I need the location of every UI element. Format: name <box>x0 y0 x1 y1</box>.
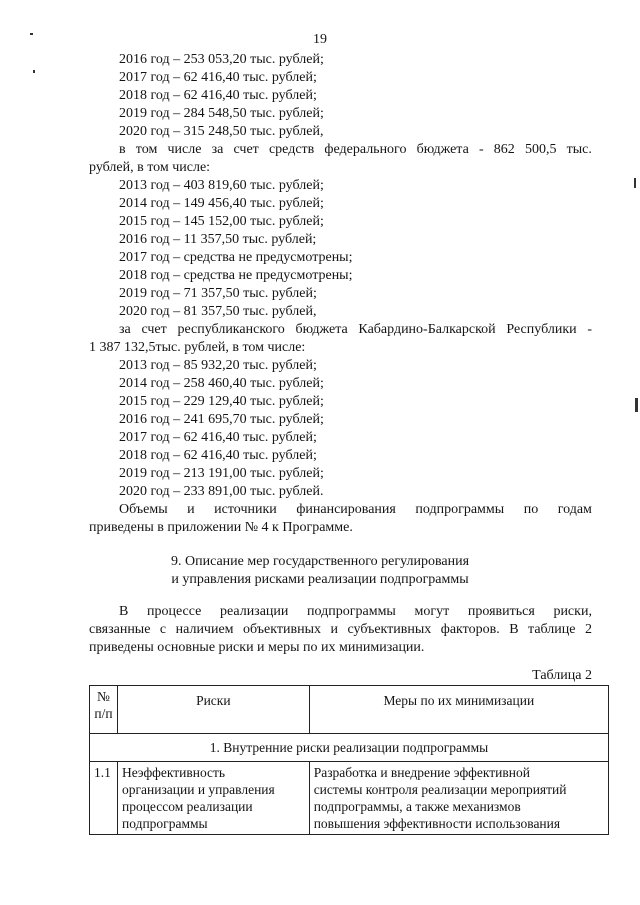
word: с <box>159 622 167 637</box>
word: средств <box>268 142 315 157</box>
word: федерального <box>324 142 407 157</box>
scan-speck <box>635 398 638 412</box>
word: источники <box>214 502 277 517</box>
word: подпрограммы <box>307 604 396 619</box>
funding-line: 2020 год – 81 357,50 тыс. рублей, <box>119 304 317 319</box>
volumes-cont: приведены в приложении № 4 к Программе. <box>89 520 353 535</box>
table-header-row <box>90 686 609 734</box>
word: том <box>135 142 158 157</box>
scan-speck <box>634 178 636 188</box>
funding-line: 2019 год – 284 548,50 тыс. рублей; <box>119 106 324 121</box>
header-risks-cell <box>117 686 309 734</box>
funding-line: 2017 год – 62 416,40 тыс. рублей; <box>119 430 317 445</box>
funding-line: 2020 год – 233 891,00 тыс. рублей. <box>119 484 324 499</box>
word: В <box>509 622 519 637</box>
word: связанные <box>89 622 151 637</box>
para-line2 <box>89 621 592 639</box>
table-caption: Таблица 2 <box>532 668 592 683</box>
word: Кабардино-Балкарской <box>358 322 496 337</box>
funding-line: 2019 год – 213 191,00 тыс. рублей; <box>119 466 324 481</box>
risk-table <box>89 685 609 835</box>
word: В <box>119 604 129 619</box>
section-row-cell <box>90 734 609 762</box>
section-row-label: 1. Внутренние риски реализации подпрограммы <box>209 740 489 755</box>
volumes-line <box>119 501 592 519</box>
funding-line: 2017 год – 62 416,40 тыс. рублей; <box>119 70 317 85</box>
funding-line: 2015 год – 229 129,40 тыс. рублей; <box>119 394 324 409</box>
para-line3: приведены основные риски и меры по их минимизации. <box>89 640 425 655</box>
federal-intro-cont: рублей, в том числе: <box>89 160 211 175</box>
header-measures-cell <box>309 686 608 734</box>
funding-line: 2015 год – 145 152,00 тыс. рублей; <box>119 214 324 229</box>
row-number-cell <box>90 762 118 835</box>
row-risk-cell <box>117 762 309 835</box>
para-line1 <box>119 603 592 621</box>
table-row <box>90 762 609 835</box>
word: могут <box>414 604 450 619</box>
row-measure-line: повышения эффективности использования <box>313 816 561 831</box>
word: по <box>523 502 539 517</box>
row-measure-line: Разработка и внедрение эффективной <box>313 765 530 780</box>
table-section-row <box>90 734 609 762</box>
funding-line: 2013 год – 85 932,20 тыс. рублей; <box>119 358 317 373</box>
header-measures: Меры по их минимизации <box>383 693 535 708</box>
row-measure-cell <box>309 762 608 835</box>
word: - <box>478 142 484 157</box>
row-number: 1.1 <box>94 765 111 780</box>
republic-intro-line <box>119 321 592 339</box>
word: таблице <box>528 622 576 637</box>
header-number-line1: № <box>97 689 110 704</box>
header-risks: Риски <box>196 693 231 708</box>
row-measure-line: подпрограммы, а также механизмов <box>313 799 521 814</box>
word: за <box>119 322 131 337</box>
word: 2 <box>584 622 592 637</box>
federal-intro-line <box>119 141 592 159</box>
funding-line: 2016 год – 11 357,50 тыс. рублей; <box>119 232 317 247</box>
word: реализации <box>219 604 289 619</box>
word: и <box>330 622 338 637</box>
word: Объемы <box>119 502 168 517</box>
row-measure-line: системы контроля реализации мероприятий <box>313 782 567 797</box>
header-number-line2: п/п <box>94 706 113 721</box>
row-risk-line: организации и управления <box>121 782 275 797</box>
funding-line: 2016 год – 253 053,20 тыс. рублей; <box>119 52 324 67</box>
funding-line: 2013 год – 403 819,60 тыс. рублей; <box>119 178 324 193</box>
word: Республики <box>506 322 577 337</box>
row-risk-line: подпрограммы <box>121 816 208 831</box>
funding-line: 2018 год – средства не предусмотрены; <box>119 268 353 283</box>
page-number: 19 <box>313 32 327 47</box>
funding-line: 2014 год – 258 460,40 тыс. рублей; <box>119 376 324 391</box>
word: счет <box>233 142 259 157</box>
word: подпрограммы <box>415 502 505 517</box>
word: бюджета <box>295 322 348 337</box>
word: за <box>211 142 224 157</box>
word: республиканского <box>177 322 285 337</box>
funding-line: 2014 год – 149 456,40 тыс. рублей; <box>119 196 324 211</box>
word: и <box>187 502 195 517</box>
funding-line: 2018 год – 62 416,40 тыс. рублей; <box>119 88 317 103</box>
funding-line: 2018 год – 62 416,40 тыс. рублей; <box>119 448 317 463</box>
word: бюджета <box>416 142 469 157</box>
republic-intro-cont: 1 387 132,5тыс. рублей, в том числе: <box>89 340 306 355</box>
section-heading-line2: и управления рисками реализации подпрограммы <box>171 572 469 587</box>
word: наличием <box>175 622 234 637</box>
funding-line: 2016 год – 241 695,70 тыс. рублей; <box>119 412 324 427</box>
word: риски, <box>553 604 592 619</box>
word: 500,5 <box>524 142 557 157</box>
funding-line: 2019 год – 71 357,50 тыс. рублей; <box>119 286 317 301</box>
word: проявиться <box>467 604 535 619</box>
word: счет <box>141 322 167 337</box>
funding-line: 2020 год – 315 248,50 тыс. рублей, <box>119 124 324 139</box>
section-heading-line1: 9. Описание мер государственного регулирования <box>170 554 470 569</box>
header-number-cell <box>90 686 118 734</box>
funding-line: 2017 год – средства не предусмотрены; <box>119 250 353 265</box>
scan-speck <box>33 70 35 73</box>
word: факторов. <box>440 622 500 637</box>
word: в <box>119 142 126 157</box>
word: объективных <box>243 622 321 637</box>
word: 862 <box>493 142 515 157</box>
word: процессе <box>146 604 202 619</box>
row-risk-line: процессом реализации <box>121 799 253 814</box>
word: - <box>587 322 592 337</box>
word: субъективных <box>347 622 432 637</box>
word: финансирования <box>296 502 396 517</box>
word: числе <box>167 142 202 157</box>
word: годам <box>557 502 592 517</box>
word: тыс. <box>566 142 592 157</box>
row-risk-line: Неэффективность <box>121 765 226 780</box>
